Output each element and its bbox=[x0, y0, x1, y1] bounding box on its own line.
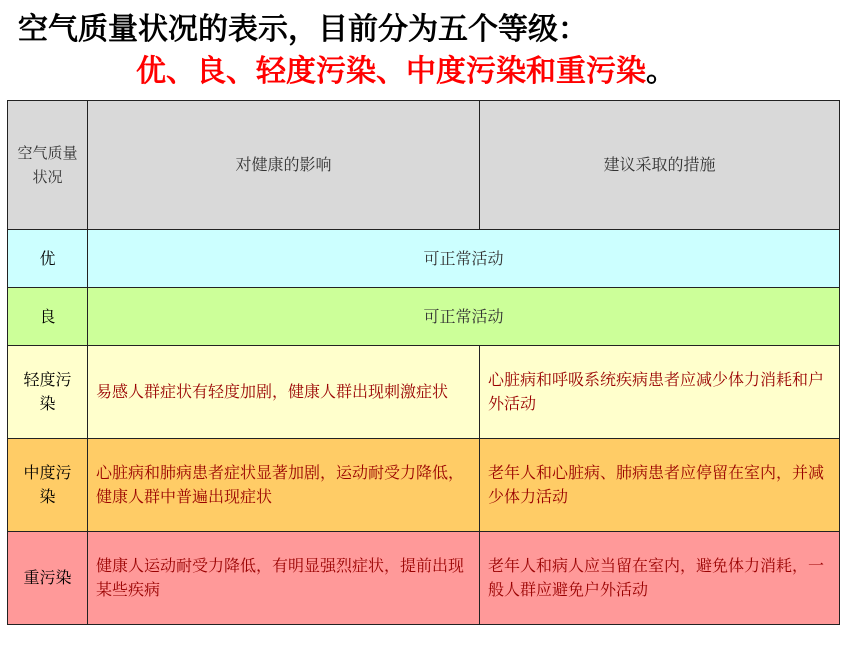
table-row bbox=[8, 230, 840, 288]
level-cell: 轻度污染 bbox=[8, 346, 88, 439]
table-row bbox=[8, 346, 840, 439]
air-quality-table bbox=[7, 100, 840, 625]
health-impact-cell: 健康人运动耐受力降低，有明显强烈症状，提前出现某些疾病 bbox=[88, 532, 480, 625]
header-recommended-measures: 建议采取的措施 bbox=[480, 101, 840, 230]
header-health-impact: 对健康的影响 bbox=[88, 101, 480, 230]
table-row bbox=[8, 439, 840, 532]
table-row bbox=[8, 288, 840, 346]
advice-cell: 心脏病和呼吸系统疾病患者应减少体力消耗和户外活动 bbox=[480, 346, 840, 439]
health-impact-cell: 易感人群症状有轻度加剧，健康人群出现刺激症状 bbox=[88, 346, 480, 439]
merged-cell: 可正常活动 bbox=[88, 230, 840, 288]
table-header-row bbox=[8, 101, 840, 230]
level-cell: 中度污染 bbox=[8, 439, 88, 532]
level-cell: 优 bbox=[8, 230, 88, 288]
advice-cell: 老年人和病人应当留在室内，避免体力消耗，一般人群应避免户外活动 bbox=[480, 532, 840, 625]
levels-list: 优、良、轻度污染、中度污染和重污染 bbox=[136, 54, 646, 89]
page-title: 空气质量状况的表示，目前分为五个等级： bbox=[18, 12, 588, 47]
table-row bbox=[8, 532, 840, 625]
level-cell: 良 bbox=[8, 288, 88, 346]
advice-cell: 老年人和心脏病、肺病患者应停留在室内，并减少体力活动 bbox=[480, 439, 840, 532]
page-subtitle bbox=[136, 52, 676, 92]
merged-cell: 可正常活动 bbox=[88, 288, 840, 346]
health-impact-cell: 心脏病和肺病患者症状显著加剧，运动耐受力降低，健康人群中普遍出现症状 bbox=[88, 439, 480, 532]
subtitle-period: 。 bbox=[646, 54, 676, 89]
header-air-quality: 空气质量状况 bbox=[8, 101, 88, 230]
level-cell: 重污染 bbox=[8, 532, 88, 625]
